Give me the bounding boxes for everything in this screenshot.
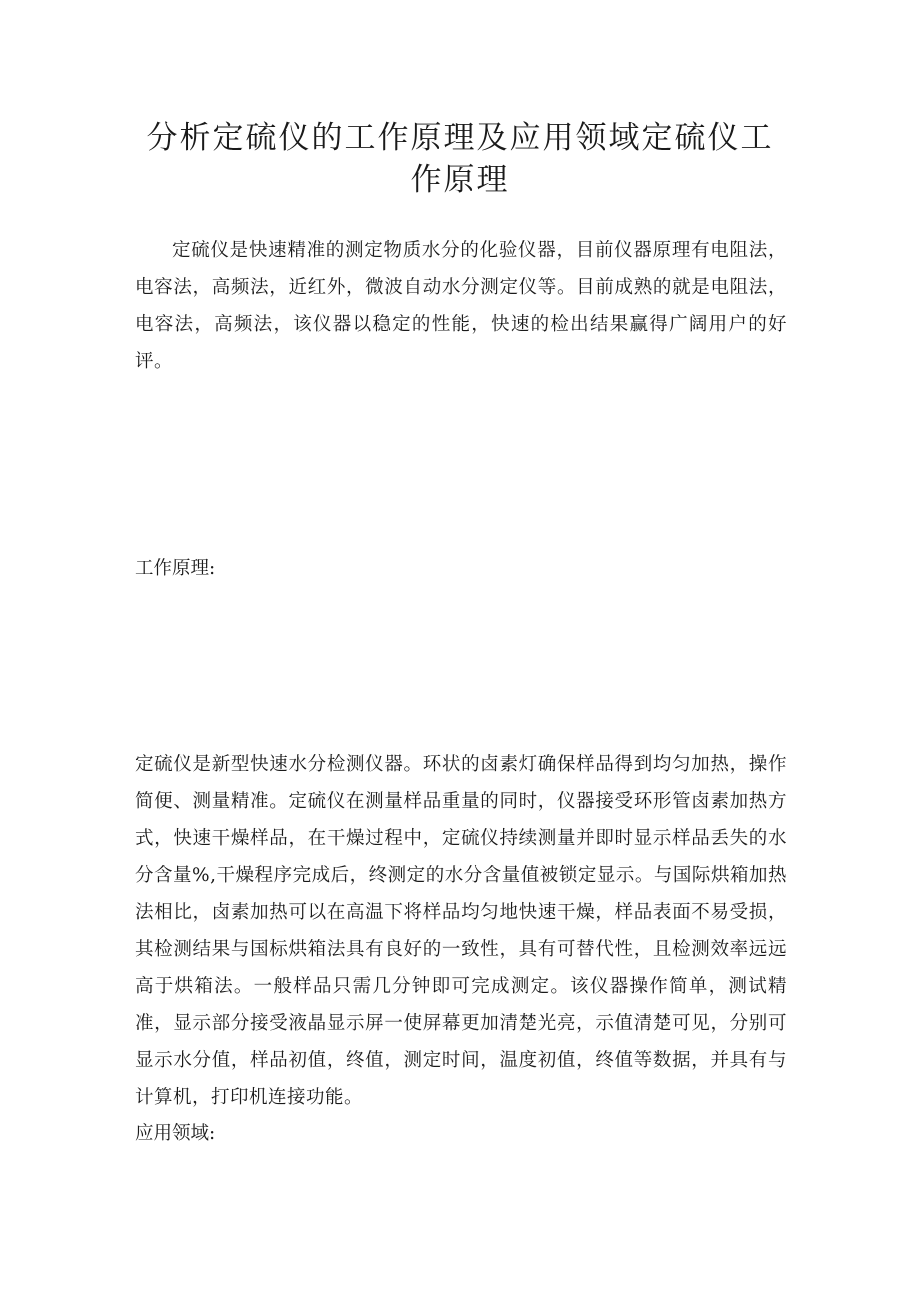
section-label-application-fields: 应用领域: — [135, 1123, 216, 1144]
working-principle-paragraph: 定硫仪是新型快速水分检测仪器。环状的卤素灯确保样品得到均匀加热，操作简便、测量精准。定硫仪在测量样品重量的同时，仪器接受环形管卤素加热方式，快速干燥样品，在干燥过程中，定硫仪持续测量并即时显示样品丢失的水分含量%,干燥程序完成后，终测定的水分含量值被锁定显示。与国际烘箱加热法相比，卤素加热可以在高温下将样品均匀地快速干燥，样品表面不易受损，其检测结果与国标烘箱法具有良好的一致性，具有可替代性，且检测效率远远高于烘箱法。一般样品只需几分钟即可完成测定。该仪器操作简单，测试精准，显示部分接受液晶显示屏一使屏幕更加清楚光亮，示值清楚可见，分别可显示水分值，样品初值，终值，测定时间，温度初值，终值等数据，并具有与计算机，打印机连接功能。 — [135, 754, 787, 1108]
section-label-working-principle: 工作原理: — [135, 558, 216, 579]
document-title: 分析定硫仪的工作原理及应用领域定硫仪工作原理 — [146, 120, 774, 198]
intro-paragraph: 定硫仪是快速精准的测定物质水分的化验仪器，目前仪器原理有电阻法，电容法，高频法，近红外，微波自动水分测定仪等。目前成熟的就是电阻法，电容法，高频法，该仪器以稳定的性能，快速的检出结果赢得广阔用户的好评。 — [135, 240, 787, 372]
